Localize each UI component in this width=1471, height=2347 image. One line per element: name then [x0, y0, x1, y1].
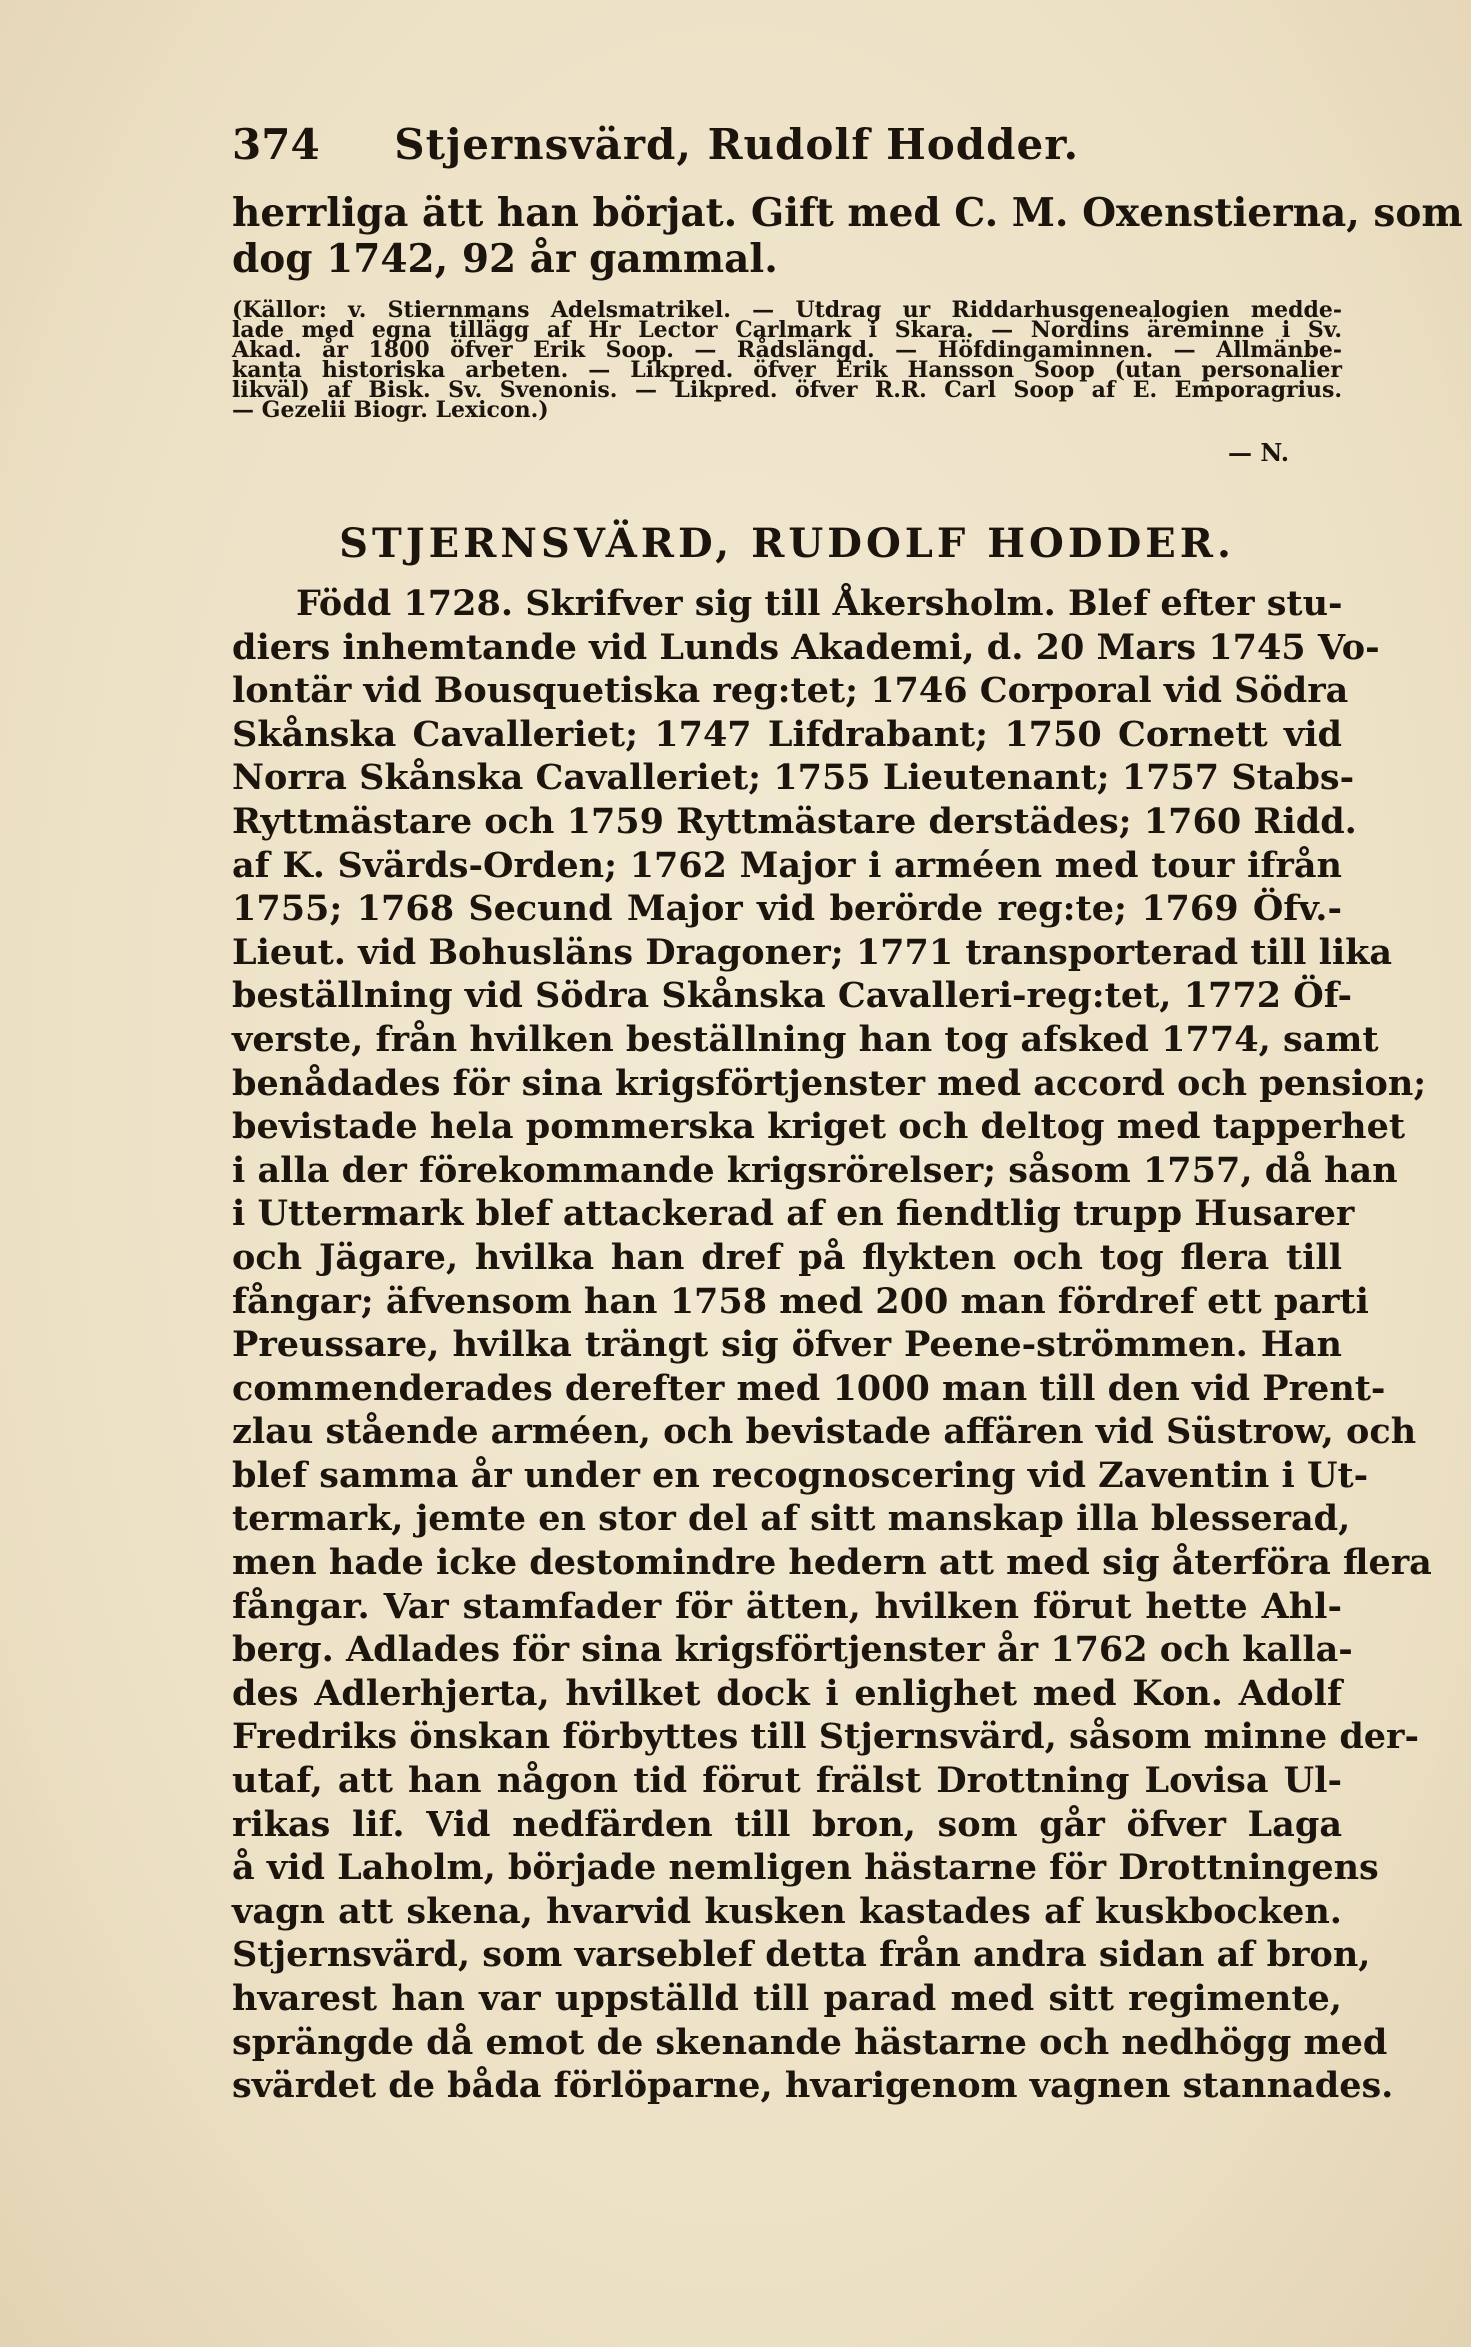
- text-line: Norra Skånska Cavalleriet; 1755 Lieutenant; 1757 Stabs-: [232, 757, 1355, 799]
- sources-note: [232, 297, 1342, 423]
- text-line: rikas lif. Vid nedfärden till bron, som går öfver Laga: [232, 1803, 1342, 1845]
- text-line: fångar. Var stamfader för ätten, hvilken förut hette Ahl-: [232, 1585, 1342, 1627]
- text-line: berg. Adlades för sina krigsförtjenster år 1762 och kalla-: [232, 1629, 1353, 1671]
- sources-signature: — N.: [1228, 438, 1290, 467]
- text-line: commenderades derefter med 1000 man till den vid Prent-: [232, 1367, 1386, 1409]
- page-number: 374: [232, 120, 320, 169]
- source-line: — Gezelii Biogr. Lexicon.): [232, 397, 549, 423]
- text-line: verste, från hvilken beställning han tog afsked 1774, samt: [232, 1018, 1379, 1060]
- source-line: (Källor: v. Stiernmans Adelsmatrikel. — Utdrag ur Riddarhusgenealogien medde-: [232, 297, 1342, 323]
- text-line: i alla der förekommande krigsrörelser; såsom 1757, då han: [232, 1149, 1398, 1191]
- text-line: termark, jemte en stor del af sitt manskap illa blesserad,: [232, 1498, 1351, 1540]
- text-line: Skånska Cavalleriet; 1747 Lifdrabant; 1750 Cornett vid: [232, 713, 1342, 755]
- text-line: Fredriks önskan förbyttes till Stjernsvärd, såsom minne der-: [232, 1716, 1420, 1758]
- text-line: fångar; äfvensom han 1758 med 200 man fördref ett parti: [232, 1280, 1369, 1322]
- text-line: i Uttermark blef attackerad af en fiendtlig trupp Husarer: [232, 1193, 1355, 1235]
- text-line: dog 1742, 92 år gammal.: [232, 236, 778, 282]
- text-line: zlau stående arméen, och bevistade affären vid Süstrow, och: [232, 1411, 1417, 1453]
- text-line: beställning vid Södra Skånska Cavalleri-reg:tet, 1772 Öf-: [232, 975, 1353, 1017]
- running-title: Stjernsvärd, Rudolf Hodder.: [394, 120, 1080, 169]
- text-line: Lieut. vid Bohusläns Dragoner; 1771 transporterad till lika: [232, 931, 1393, 973]
- carryover-paragraph: [232, 190, 1463, 282]
- source-line: lade med egna tillägg af Hr Lector Carlmark i Skara. — Nordins äreminne i Sv.: [232, 317, 1342, 343]
- text-line: des Adlerhjerta, hvilket dock i enlighet med Kon. Adolf: [232, 1672, 1342, 1714]
- text-line: blef samma år under en recognoscering vid Zaventin i Ut-: [232, 1454, 1369, 1496]
- text-line: herrliga ätt han börjat. Gift med C. M. Oxenstierna, som: [232, 190, 1463, 236]
- text-line: Stjernsvärd, som varseblef detta från andra sidan af bron,: [232, 1934, 1371, 1976]
- running-header: [232, 120, 1342, 169]
- text-line: sprängde då emot de skenande hästarne och nedhögg med: [232, 2021, 1388, 2063]
- article-body: [232, 582, 1432, 2108]
- text-line: vagn att skena, hvarvid kusken kastades af kuskbocken.: [232, 1890, 1342, 1932]
- text-line: 1755; 1768 Secund Major vid berörde reg:te; 1769 Öfv.-: [232, 888, 1342, 930]
- text-line: utaf, att han någon tid förut frälst Drottning Lovisa Ul-: [232, 1760, 1342, 1802]
- source-line: Akad. år 1800 öfver Erik Soop. — Rådslängd. — Höfdingaminnen. — Allmänbe-: [232, 337, 1342, 363]
- text-line: svärdet de båda förlöparne, hvarigenom vagnen stannades.: [232, 2065, 1394, 2107]
- text-line: men hade icke destomindre hedern att med sig återföra flera: [232, 1542, 1432, 1584]
- article-title: STJERNSVÄRD, RUDOLF HODDER.: [339, 520, 1235, 567]
- text-line: diers inhemtande vid Lunds Akademi, d. 20 Mars 1745 Vo-: [232, 626, 1380, 668]
- source-line: likväl) af Bisk. Sv. Svenonis. — Likpred. öfver R.R. Carl Soop af E. Emporagrius.: [232, 377, 1342, 403]
- text-line: af K. Svärds-Orden; 1762 Major i arméen med tour ifrån: [232, 844, 1342, 886]
- text-line: och Jägare, hvilka han dref på flykten och tog flera till: [232, 1236, 1342, 1278]
- text-line: å vid Laholm, började nemligen hästarne för Drottningens: [232, 1847, 1379, 1889]
- text-line: Ryttmästare och 1759 Ryttmästare derstädes; 1760 Ridd.: [232, 800, 1357, 842]
- text-line: benådades för sina krigsförtjenster med accord och pension;: [232, 1062, 1427, 1104]
- text-line: hvarest han var uppställd till parad med sitt regimente,: [232, 1978, 1342, 2019]
- text-line: lontär vid Bousquetiska reg:tet; 1746 Corporal vid Södra: [232, 670, 1349, 712]
- source-line: kanta historiska arbeten. — Likpred. öfver Erik Hansson Soop (utan personalier: [232, 357, 1342, 383]
- text-line: bevistade hela pommerska kriget och deltog med tapperhet: [232, 1106, 1406, 1148]
- text-line: Född 1728. Skrifver sig till Åkersholm. Blef efter stu-: [296, 583, 1343, 624]
- text-line: Preussare, hvilka trängt sig öfver Peene-strömmen. Han: [232, 1324, 1342, 1366]
